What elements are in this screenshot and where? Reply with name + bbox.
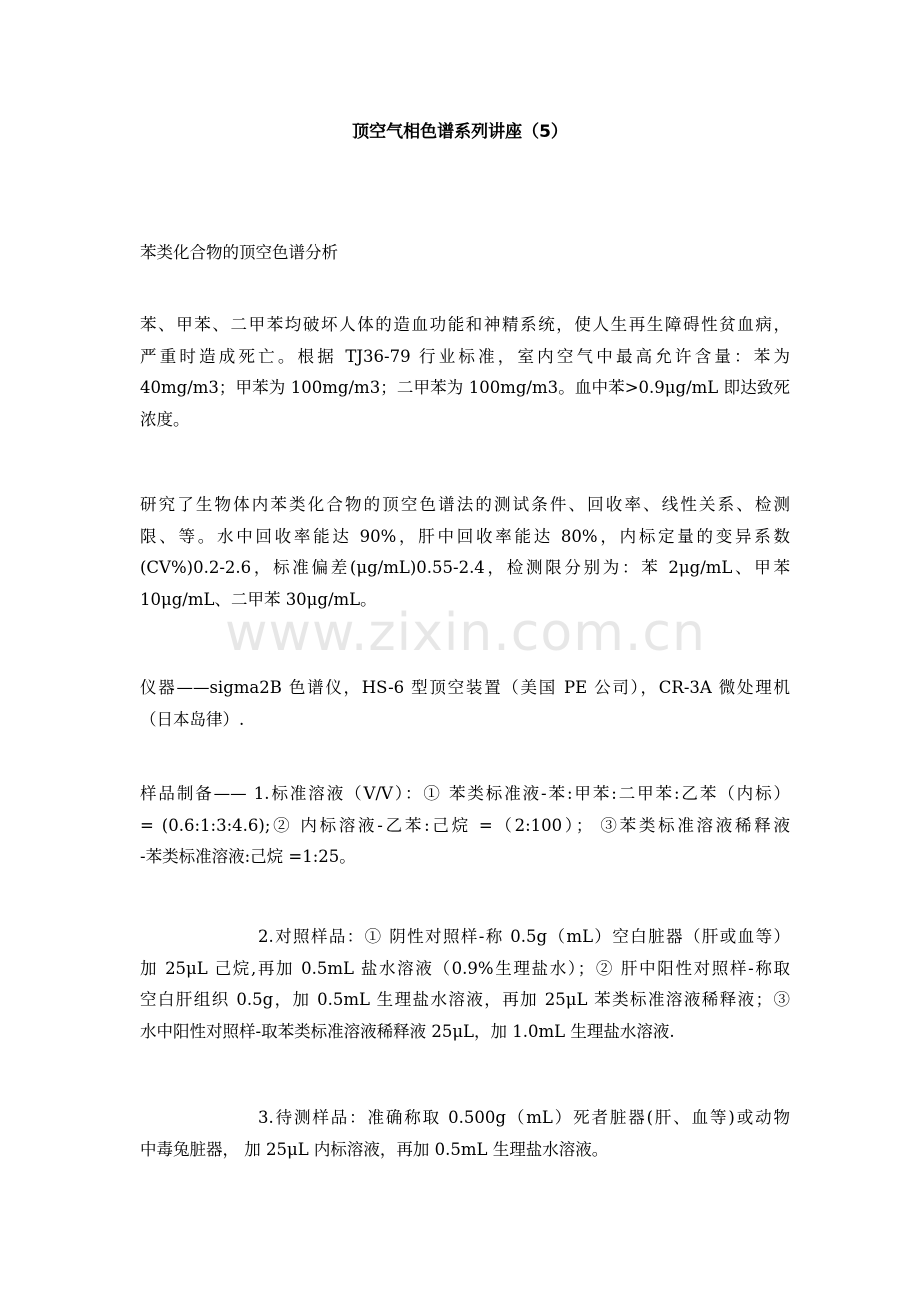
- paragraph-line: 限、等。水中回收率能达 90%，肝中回收率能达 80%，内标定量的变异系数: [140, 526, 790, 546]
- section-heading: [140, 237, 790, 269]
- paragraph-line: 苯、甲苯、二甲苯均破坏人体的造血功能和神精系统，使人生再生障碍性贫血病，: [140, 315, 790, 334]
- paragraph-line: = (0.6:1:3:4.6);② 内标溶液-乙苯:己烷 =（2:100）； ③苯类标准溶液稀释液: [140, 815, 790, 835]
- document-title: 顶空气相色谱系列讲座（5）: [352, 122, 568, 142]
- paragraph-line: 10μg/mL、二甲苯 30μg/mL。: [140, 589, 377, 609]
- paragraph-health-effects: [140, 309, 790, 435]
- paragraph-instruments: [140, 672, 790, 735]
- paragraph-sample-prep: [140, 778, 790, 873]
- paragraph-line: （日本岛律）.: [140, 709, 245, 729]
- paragraph-line: 中毒兔脏器， 加 25μL 内标溶液，再加 0.5mL 生理盐水溶液。: [140, 1139, 609, 1159]
- paragraph-line: 研究了生物体内苯类化合物的顶空色谱法的测试条件、回收率、线性关系、检测: [140, 495, 790, 514]
- paragraph-line: (CV%)0.2-2.6，标准偏差(μg/mL)0.55-2.4，检测限分别为：苯 2μg/mL、甲苯: [140, 558, 790, 577]
- paragraph-line: 加 25μL 己烷,再加 0.5mL 盐水溶液（0.9%生理盐水）；② 肝中阳性对照样-称取: [140, 958, 790, 978]
- paragraph-line: 样品制备—— 1.标准溶液（V/V）：① 苯类标准液-苯:甲苯:二甲苯:乙苯（内标）: [140, 784, 790, 803]
- paragraph-line: 3.待测样品：准确称取 0.500g（mL）死者脏器(肝、血等)或动物: [258, 1108, 790, 1127]
- paragraph-line: -苯类标准溶液:己烷 =1:25。: [140, 847, 356, 866]
- watermark: www.zixin.com.cn: [225, 603, 706, 663]
- paragraph-line: 空白肝组织 0.5g，加 0.5mL 生理盐水溶液，再加 25μL 苯类标准溶液稀释液；③: [140, 990, 790, 1009]
- paragraph-line: 40mg/m3；甲苯为 100mg/m3；二甲苯为 100mg/m3。血中苯>0.9μg/mL 即达致死: [140, 378, 790, 397]
- paragraph-line: 严重时造成死亡。根据 TJ36-79 行业标准，室内空气中最高允许含量：苯为: [140, 346, 790, 366]
- paragraph-research: [140, 489, 790, 615]
- paragraph-line: 仪器——sigma2B 色谱仪，HS-6 型顶空装置（美国 PE 公司），CR-3A 微处理机: [140, 678, 790, 697]
- paragraph-line: 浓度。: [140, 409, 190, 429]
- paragraph-line: 2.对照样品：① 阴性对照样-称 0.5g（mL）空白脏器（肝或血等）: [258, 927, 790, 946]
- paragraph-line: 水中阳性对照样-取苯类标准溶液稀释液 25μL，加 1.0mL 生理盐水溶液.: [140, 1021, 675, 1041]
- paragraph-control-samples: [140, 921, 790, 1047]
- paragraph-test-samples: [140, 1102, 790, 1165]
- section-heading-text: 苯类化合物的顶空色谱分析: [140, 243, 338, 262]
